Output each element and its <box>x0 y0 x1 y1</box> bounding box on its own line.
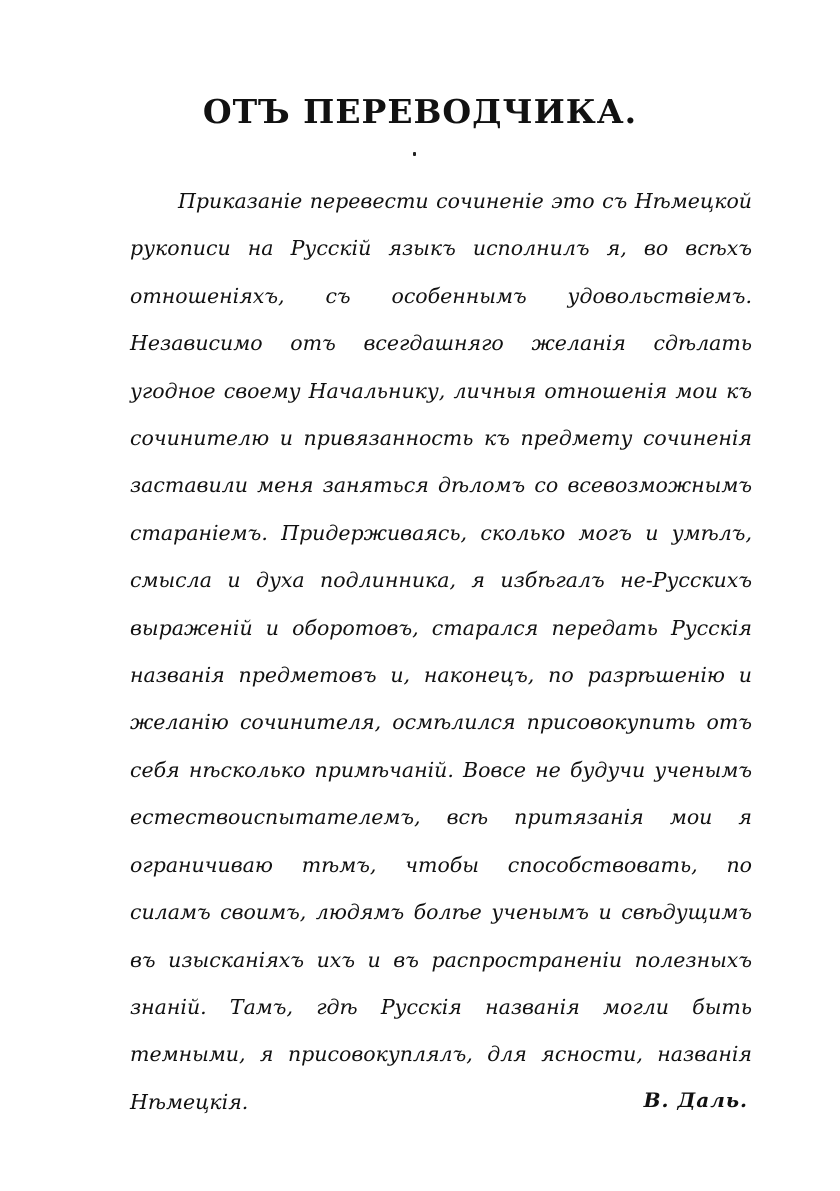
ink-speck <box>413 152 416 156</box>
body-paragraph: Приказаніе перевести сочиненіе это съ Нѣмецкой рукописи на Русскій языкъ исполнилъ я, во всѣхъ отношеніяхъ, съ особеннымъ удовольствіемъ. Независимо отъ всегдашняго желанія сдѣлать угодное своему Начальнику, личныя отношенія мои къ сочинителю и привязанность къ предмету сочиненія заставили меня заняться дѣломъ со всевозможнымъ стараніемъ. Придерживаясь, сколько могъ и умѣлъ, смысла и духа подлинника, я избѣгалъ не-Русскихъ выраженій и оборотовъ, старался передать Русскія названія предметовъ и, наконецъ, по разрѣшенію и желанію сочинителя, осмѣлился присовокупить отъ себя нѣсколько примѣчаній. Вовсе не будучи ученымъ естествоиспытателемъ, всѣ притязанія мои я ограничиваю тѣмъ, чтобы способствовать, по силамъ своимъ, людямъ болѣе ученымъ и свѣдущимъ въ изысканіяхъ ихъ и въ распространеніи полезныхъ знаній. Тамъ, гдѣ Русскія названія могли быть темными, я присовокуплялъ, для ясности, названія Нѣмецкія. <box>130 189 752 1114</box>
page-title: ОТЪ ПЕРЕВОДЧИКА. <box>202 92 638 131</box>
signature: В. Даль. <box>643 1088 748 1112</box>
